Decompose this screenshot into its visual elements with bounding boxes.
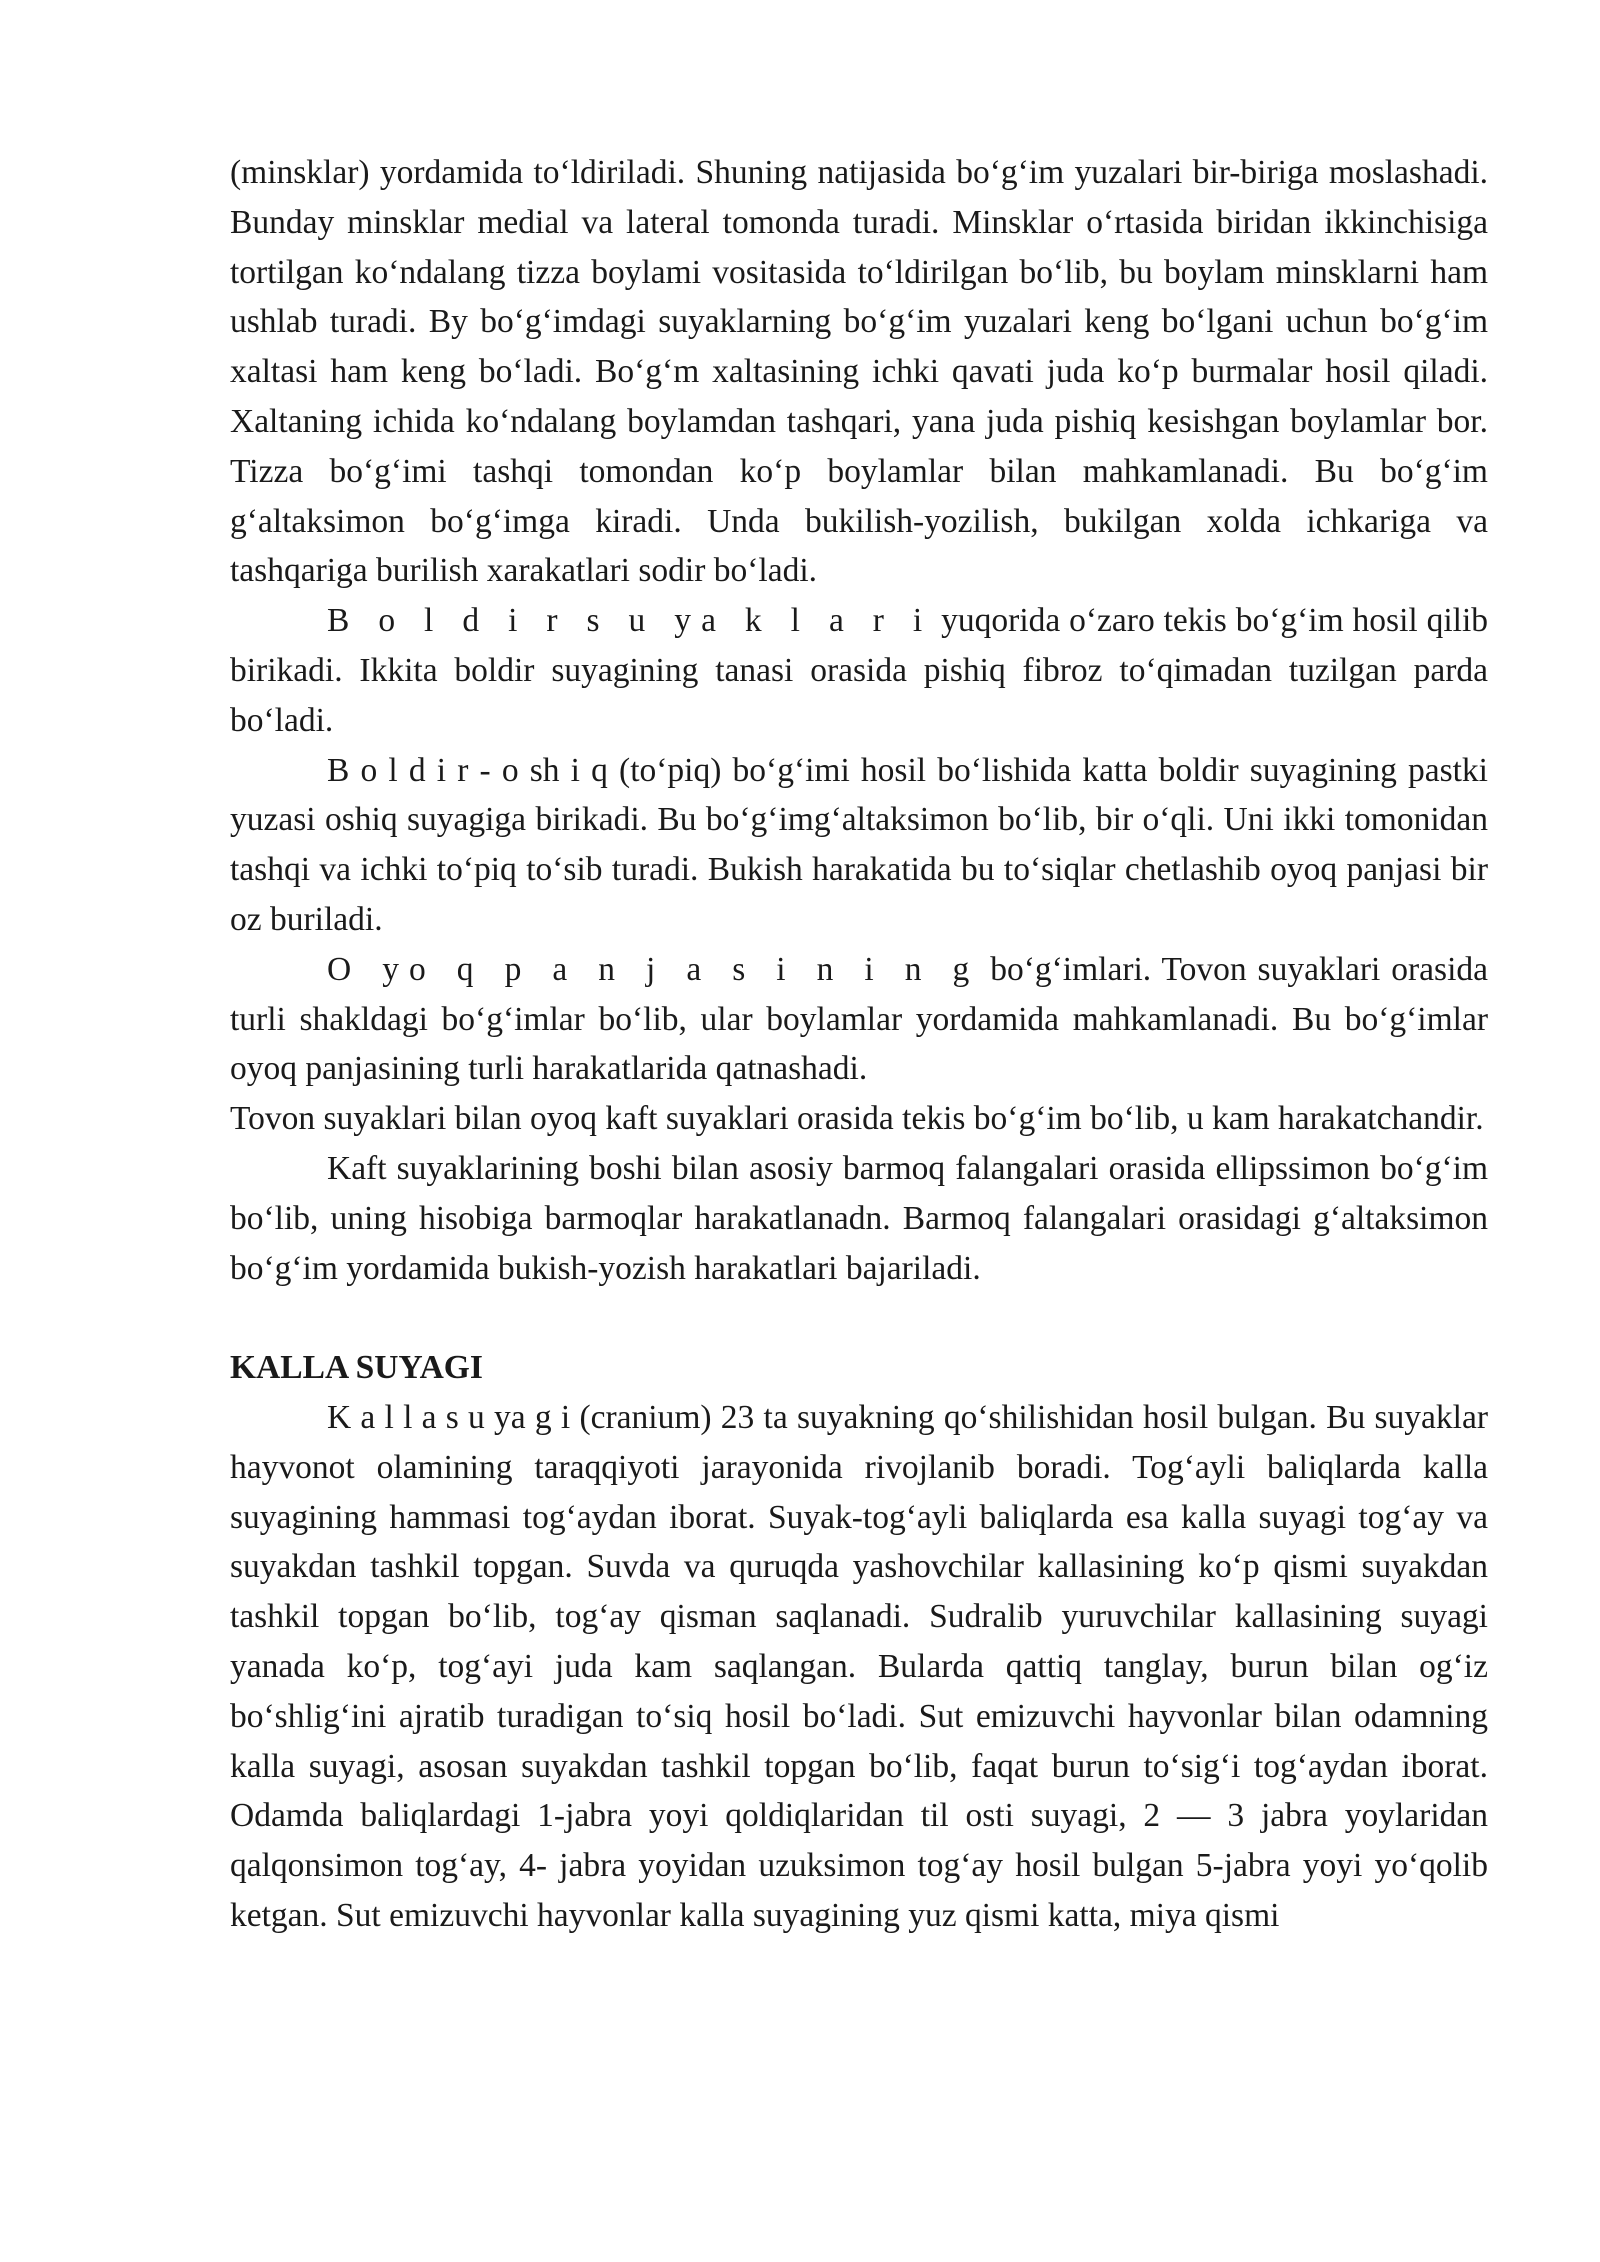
section-heading: KALLA SUYAGI bbox=[230, 1349, 483, 1387]
section-spacer bbox=[230, 1293, 1488, 1343]
paragraph-body-text: yuqorida o‘zaro tekis bo‘g‘im hosil qilib birikadi. Ikkita boldir suyagining tanasi orasida pishiq fibroz to‘qimadan tuzilgan parda bo‘ladi. bbox=[230, 602, 1488, 739]
paragraph-body-text: bo‘g‘imlari. Tovon suyaklari orasida turli shakldagi bo‘g‘imlar bo‘lib, ular boylamlar yordamida mahkamlanadi. Bu bo‘g‘imlar oyoq panjasining turli harakatlarida qatnashadi. bbox=[230, 950, 1488, 1088]
paragraph-lead-term: B o l d i r s u ya k l a r i bbox=[327, 602, 933, 640]
paragraph-lead-term: B o l d i r - o sh i q bbox=[327, 751, 608, 789]
paragraph-skull bbox=[230, 1393, 1488, 1941]
paragraph-body-text: (to‘piq) bo‘g‘imi hosil bo‘lishida katta boldir suyagining pastki yuzasi oshiq suyagiga birikadi. Bu bo‘g‘img‘altaksimon bo‘lib, bir o‘qli. Uni ikki tomonidan tashqi va ichki to‘piq to‘sib turadi. Bukish harakatida bu to‘siqlar chetlashib oyoq panjasi bir oz buriladi. bbox=[230, 751, 1488, 938]
paragraph-metatarsal: Kaft suyaklarining boshi bilan asosiy barmoq falangalari orasida ellipssimon bo‘g‘im bo‘lib, uning hisobiga barmoqlar harakatlanadn. Barmoq falangalari orasidagi g‘altaksimon bo‘g‘im yordamida bukish-yozish harakatlari bajariladi. bbox=[230, 1149, 1488, 1287]
paragraph-lead-term: O yo q p a n j a s i n i n g bbox=[327, 950, 980, 988]
paragraph-ankle-joint bbox=[230, 746, 1488, 945]
paragraph-heel-bones: Tovon suyaklari bilan oyoq kaft suyaklari orasida tekis bo‘g‘im bo‘lib, u kam harakatchandir. bbox=[230, 1100, 1484, 1138]
paragraph-shin-bones bbox=[230, 596, 1488, 745]
paragraph-knee-joint: (minsklar) yordamida to‘ldiriladi. Shuning natijasida bo‘g‘im yuzalari bir-biriga moslashadi. Bunday minsklar medial va lateral tomonda turadi. Minsklar o‘rtasida biridan ikkinchisiga tortilgan ko‘ndalang tizza boylami vositasida to‘ldirilgan bo‘lib, bu boylam minsklarni ham ushlab turadi. By bo‘g‘imdagi suyaklarning bo‘g‘im yuzalari keng bo‘lgani uchun bo‘g‘im xaltasi ham keng bo‘ladi. Bo‘g‘m xaltasining ichki qavati juda ko‘p burmalar hosil qiladi. Xaltaning ichida ko‘ndalang boylamdan tashqari, yana juda pishiq kesishgan boylamlar bor. Tizza bo‘g‘imi tashqi tomondan ko‘p boylamlar bilan mahkamlanadi. Bu bo‘g‘im g‘altaksimon bo‘g‘imga kiradi. Unda bukilish-yozilish, bukilgan xolda ichkariga va tashqariga burilish xarakatlari sodir bo‘ladi. bbox=[230, 154, 1488, 590]
paragraph-body-text: (cranium) 23 ta suyakning qo‘shilishidan hosil bulgan. Bu suyaklar hayvonot olamining taraqqiyoti jarayonida rivojlanib boradi. Tog‘ayli baliqlarda kalla suyagining hammasi tog‘aydan iborat. Suyak-tog‘ayli baliqlarda esa kalla suyagi tog‘ay va suyakdan tashkil topgan. Suvda va quruqda yashovchilar kallasining ko‘p qismi suyakdan tashkil topgan bo‘lib, tog‘ay qisman saqlanadi. Sudralib yuruvchilar kallasining suyagi yanada ko‘p, tog‘ayi juda kam saqlangan. Bularda qattiq tanglay, burun bilan og‘iz bo‘shlig‘ini ajratib turadigan to‘siq hosil bo‘ladi. Sut emizuvchi hayvonlar bilan odamning kalla suyagi, asosan suyakdan tashkil topgan bo‘lib, faqat burun to‘sig‘i tog‘aydan iborat. Odamda baliqlardagi 1-jabra yoyi qoldiqlaridan til osti suyagi, 2 — 3 jabra yoylaridan qalqonsimon tog‘ay, 4- jabra yoyidan uzuksimon tog‘ay hosil bulgan 5-jabra yoyi yo‘qolib ketgan. Sut emizuvchi hayvonlar kalla suyagining yuz qismi katta, miya qismi bbox=[230, 1398, 1488, 1934]
document-page bbox=[230, 148, 1488, 1941]
paragraph-lead-term: K a l l a s u ya g i bbox=[327, 1398, 571, 1436]
paragraph-foot-joints bbox=[230, 945, 1488, 1094]
